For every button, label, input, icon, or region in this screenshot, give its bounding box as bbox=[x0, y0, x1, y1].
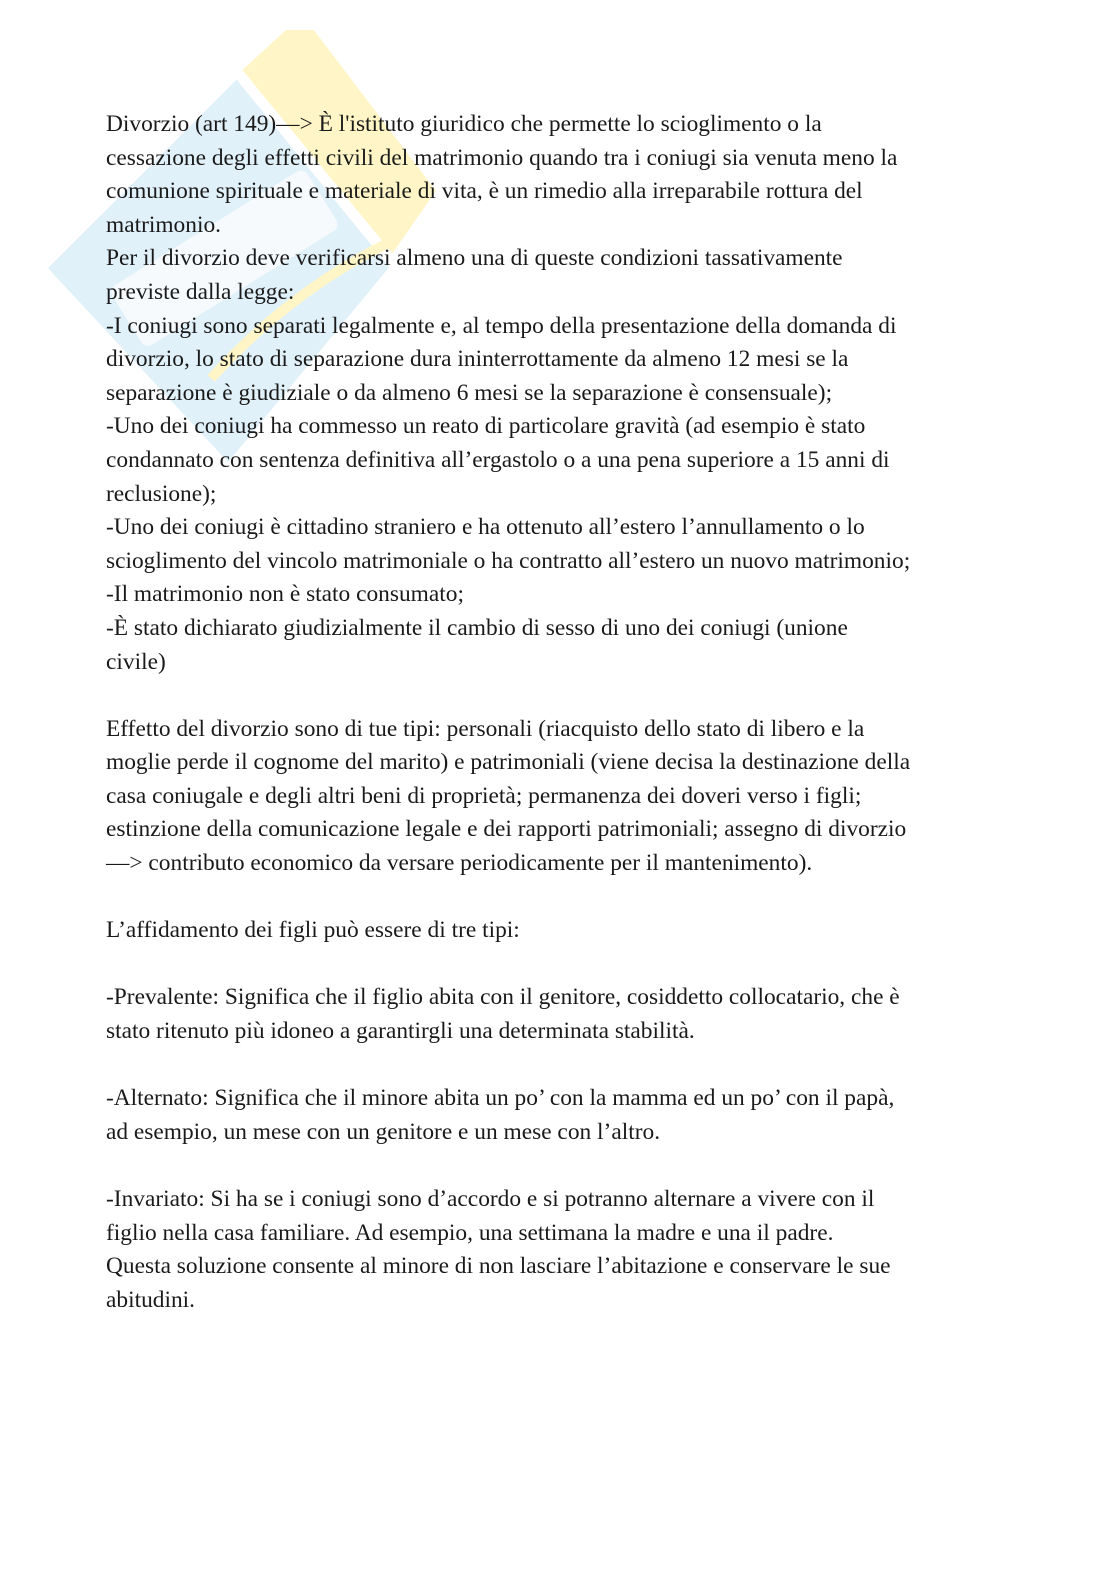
text-line: cessazione degli effetti civili del matrimonio quando tra i coniugi sia venuta meno la bbox=[106, 144, 898, 171]
text-line: -I coniugi sono separati legalmente e, al tempo della presentazione della domanda di bbox=[106, 312, 897, 339]
text-line: civile) bbox=[106, 648, 166, 675]
text-line: comunione spirituale e materiale di vita, è un rimedio alla irreparabile rottura del bbox=[106, 178, 863, 205]
text-line: -Prevalente: Significa che il figlio abita con il genitore, cosiddetto collocatario, che è bbox=[106, 984, 900, 1011]
text-line: Per il divorzio deve verificarsi almeno una di queste condizioni tassativamente bbox=[106, 245, 843, 272]
paragraph-gap bbox=[106, 948, 1026, 982]
text-line: -Uno dei coniugi è cittadino straniero e ha ottenuto all’estero l’annullamento o lo bbox=[106, 514, 865, 541]
text-line: ad esempio, un mese con un genitore e un mese con l’altro. bbox=[106, 1118, 661, 1145]
paragraph-gap bbox=[106, 679, 1026, 713]
text-line: condannato con sentenza definitiva all’ergastolo o a una pena superiore a 15 anni di bbox=[106, 446, 890, 473]
text-line: -Invariato: Si ha se i coniugi sono d’accordo e si potranno alternare a vivere con il bbox=[106, 1186, 875, 1212]
text-line: scioglimento del vincolo matrimoniale o ha contratto all’estero un nuovo matrimonio; bbox=[106, 547, 911, 574]
text-line: Divorzio (art 149)—> È l'istituto giuridico che permette lo scioglimento o la bbox=[106, 111, 822, 137]
text-line: separazione è giudiziale o da almeno 6 mesi se la separazione è consensuale); bbox=[106, 379, 833, 406]
text-line: moglie perde il cognome del marito) e patrimoniali (viene decisa la destinazione della bbox=[106, 749, 911, 776]
text-line: L’affidamento dei figli può essere di tre tipi: bbox=[106, 917, 520, 944]
paragraph-gap bbox=[106, 881, 1026, 915]
text-line: -Alternato: Significa che il minore abita un po’ con la mamma ed un po’ con il papà, bbox=[106, 1085, 895, 1112]
text-line: -Il matrimonio non è stato consumato; bbox=[106, 581, 464, 608]
text-line: figlio nella casa familiare. Ad esempio, una settimana la madre e una il padre. bbox=[106, 1219, 834, 1246]
text-line: divorzio, lo stato di separazione dura ininterrottamente da almeno 12 mesi se la bbox=[106, 346, 849, 373]
text-line: Effetto del divorzio sono di tue tipi: personali (riacquisto dello stato di libero e la bbox=[106, 715, 865, 742]
text-line: reclusione); bbox=[106, 480, 217, 507]
paragraph-gap bbox=[106, 1149, 1026, 1183]
text-line: -È stato dichiarato giudizialmente il cambio di sesso di uno dei coniugi (unione bbox=[106, 614, 848, 641]
text-line: stato ritenuto più idoneo a garantirgli una determinata stabilità. bbox=[106, 1018, 695, 1045]
text-line: casa coniugale e degli altri beni di proprietà; permanenza dei doveri verso i figli; bbox=[106, 782, 862, 809]
paragraph-gap bbox=[106, 1049, 1026, 1083]
text-line: previste dalla legge: bbox=[106, 278, 295, 305]
text-line: Questa soluzione consente al minore di non lasciare l’abitazione e conservare le sue bbox=[106, 1253, 891, 1280]
text-line: abitudini. bbox=[106, 1286, 196, 1313]
document-body bbox=[106, 108, 1026, 1317]
text-line: estinzione della comunicazione legale e dei rapporti patrimoniali; assegno di divorzio bbox=[106, 816, 907, 843]
text-line: —> contributo economico da versare periodicamente per il mantenimento). bbox=[106, 850, 813, 877]
text-line: matrimonio. bbox=[106, 211, 221, 238]
text-line: -Uno dei coniugi ha commesso un reato di particolare gravità (ad esempio è stato bbox=[106, 413, 866, 440]
